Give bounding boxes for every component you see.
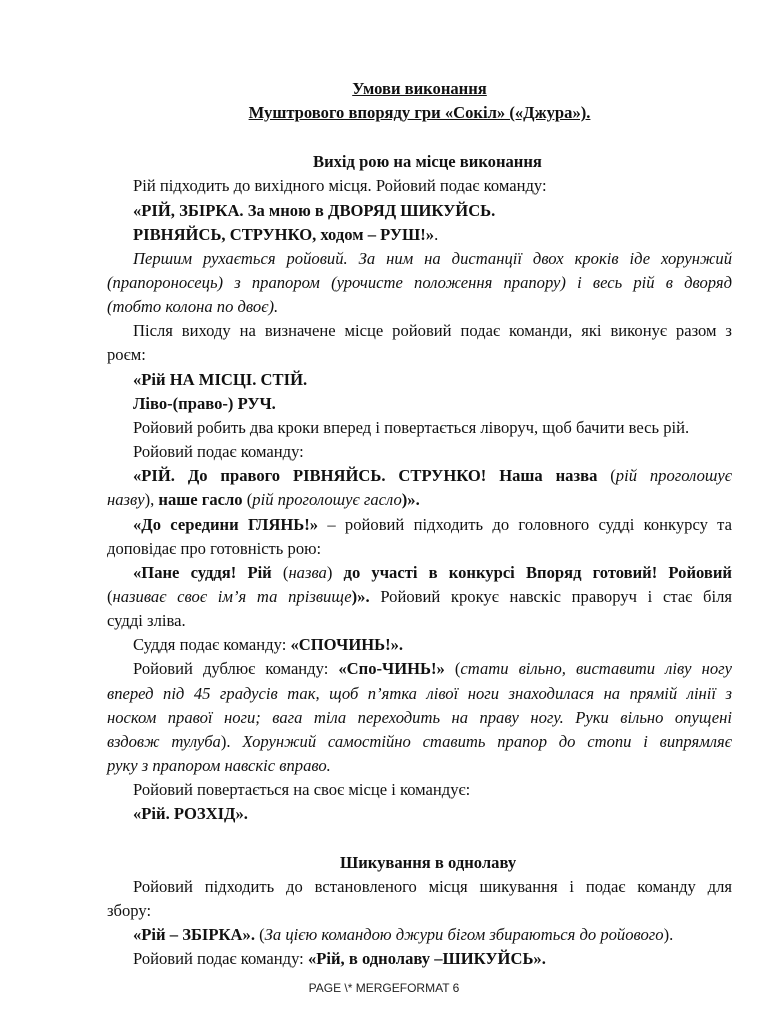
paragraph-line: Ройовий робить два кроки вперед і повертається ліворуч, щоб бачити весь рій. [133,418,690,437]
italic-note: назва [288,563,327,582]
punctuation: ) [326,563,344,582]
paragraph-text: Ройовий дублює команду: [133,659,339,678]
italic-paragraph-line: вперед під 45 градусів так, щоб п’ятка лівої ноги знаходилася на прямій лінії з [107,684,732,703]
paragraph-line [107,731,732,753]
punctuation: ). [220,732,243,751]
command-text: РІВНЯЙСЬ, СТРУНКО, ходом – РУШ!» [133,225,435,244]
italic-paragraph-line: носком правої ноги; вага тіла переходить на праву ногу. Руки вільно опущені [107,708,732,727]
command-text: «Пане суддя! Рій [133,563,272,582]
paragraph-line: Ройовий підходить до встановленого місця шикування і подає команду для [133,877,732,896]
paragraph-line: доповідає про готовність рою: [107,539,322,558]
italic-note: стати вільно, виставити ліву ногу [460,659,732,678]
punctuation: ( [242,490,253,509]
command-text: наше гасло [158,490,243,509]
paragraph-line: Ройовий подає команду: [133,442,304,461]
paragraph-line [133,658,732,680]
page-footer: PAGE \* MERGEFORMAT 6 [308,981,460,995]
paragraph-text: Суддя подає команду: [133,635,291,654]
italic-note: назву [107,490,145,509]
command-line [133,562,732,584]
command-line: «Рій НА МІСЦІ. СТІЙ. [133,370,308,389]
paragraph-line: Ройовий повертається на своє місце і командує: [133,780,471,799]
punctuation: ( [271,563,289,582]
command-line [133,948,732,970]
command-text: «Спо-ЧИНЬ!» [338,659,445,678]
command-text: «СПОЧИНЬ!». [290,635,404,654]
italic-paragraph-line: Першим рухається ройовий. За ним на дистанції двох кроків іде хорунжий [133,249,732,268]
punctuation: ( [597,466,616,485]
command-text: «До середини ГЛЯНЬ!» [133,515,319,534]
section-heading-exit: Вихід рою на місце виконання [313,152,542,171]
punctuation: ( [444,659,461,678]
paragraph-line [133,514,732,536]
command-text: )». [351,587,370,606]
italic-note: рій проголошує гасло [252,490,402,509]
punctuation: . [434,225,439,244]
title-line-2: Муштрового впоряду гри «Сокіл» («Джура»). [248,103,591,122]
paragraph: Рій підходить до вихідного місця. Ройовий подає команду: [133,176,547,195]
command-text: «Рій, в однолаву –ШИКУЙСЬ». [307,949,546,968]
command-text: «РІЙ. До правого РІВНЯЙСЬ. СТРУНКО! Наша назва [133,466,598,485]
command-text: до участі в конкурсі Впоряд готовий! Ройовий [343,563,732,582]
command-line: Ліво-(право-) РУЧ. [133,394,276,413]
paragraph-text: Ройовий крокує навскіс праворуч і стає біля [369,587,732,606]
paragraph-line [107,586,732,608]
paragraph-line: роєм: [107,345,146,364]
punctuation: ( [254,925,265,944]
title-line-1: Умови виконання [352,79,487,98]
paragraph-line [133,634,732,656]
command-line: «Рій. РОЗХІД». [133,804,248,823]
command-line [107,489,732,511]
paragraph-line: збору: [107,901,152,920]
punctuation: ), [144,490,159,509]
italic-note: називає своє ім’я та прізвище [112,587,352,606]
paragraph-text: – ройовий підходить до головного судді конкурсу та [318,515,732,534]
command-line: «РІЙ, ЗБІРКА. За мною в ДВОРЯД ШИКУЙСЬ. [133,201,496,220]
punctuation: ( [107,587,113,606]
italic-note: рій проголошує [615,466,732,485]
paragraph-line: Після виходу на визначене місце ройовий подає команди, які виконує разом з [133,321,732,340]
punctuation: ). [663,925,674,944]
section-heading-single-line: Шикування в однолаву [340,853,517,872]
command-line [133,465,732,487]
paragraph-line: судді зліва. [107,611,186,630]
italic-paragraph-line: (прапороносець) з прапором (урочисте положення прапору) і весь рій в дворяд [107,273,732,292]
italic-paragraph-line: руку з прапором навскіс вправо. [107,756,331,775]
italic-paragraph-line: (тобто колона по двоє). [107,297,279,316]
italic-note: Хорунжий самостійно ставить прапор до стопи і випрямляє [242,732,732,751]
command-line [133,924,732,946]
command-text: «Рій – ЗБІРКА». [133,925,255,944]
command-text: )». [401,490,420,509]
italic-note: вздовж тулуба [107,732,221,751]
command-line [133,224,732,246]
italic-note: За цією командою джури бігом збираються до ройового [264,925,664,944]
paragraph-text: Ройовий подає команду: [133,949,308,968]
